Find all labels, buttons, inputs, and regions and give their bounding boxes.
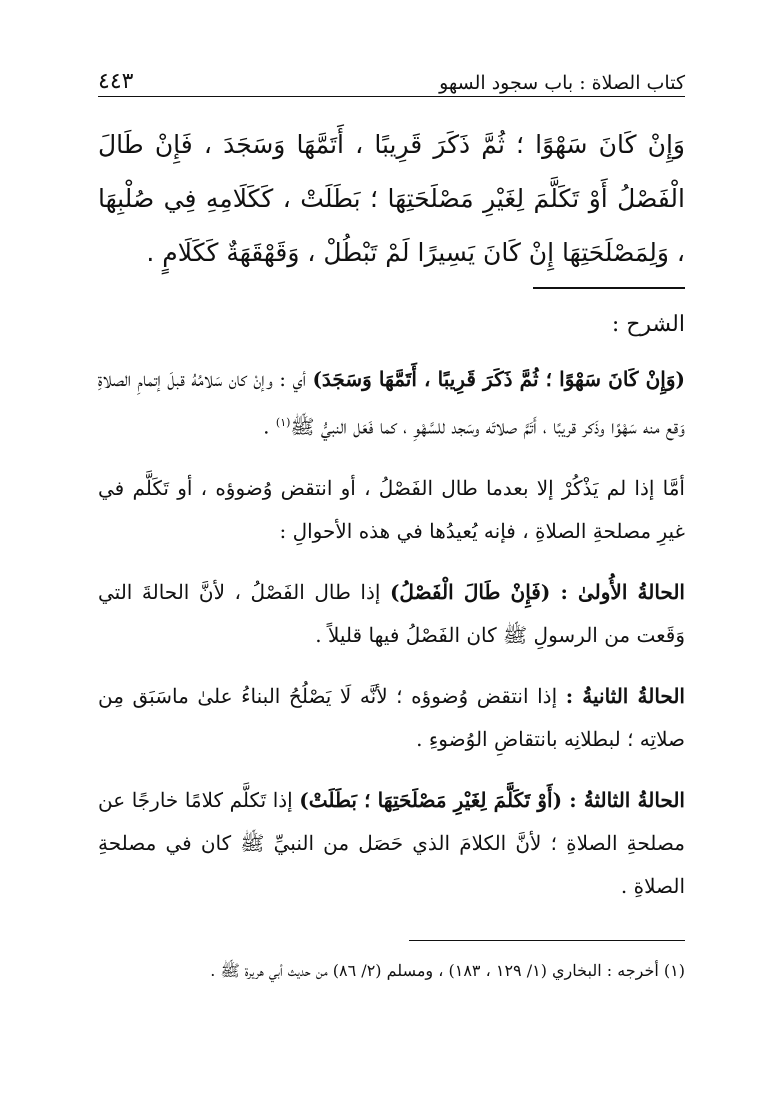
paragraph-text: أي : وإنْ كان سَلامُهُ قبلَ إتمامِ الصلاةِ وَقع منه سَهْوًا وذَكر قريبًا ، أَتَمَّ صلاتَه وسَجد للسَّهْوِ ، كما فَعَل النبيُّ ﷺ bbox=[98, 367, 685, 439]
footnote-rule bbox=[409, 940, 685, 941]
commentary-paragraph-1 bbox=[98, 358, 685, 449]
quoted-matn: (أَوْ تَكَلَّمَ لِغَيْرِ مَصْلَحَتِهَا ؛ بَطَلَتْ) bbox=[299, 787, 570, 812]
commentary-heading: الشرح : bbox=[611, 312, 685, 337]
commentary-paragraph-4 bbox=[98, 675, 685, 761]
commentary bbox=[98, 303, 685, 926]
paragraph-text: إذا طال الفَصْلُ ، لأنَّ الحالةَ التي وَقَعت من الرسولِ ﷺ كان الفَصْلُ فيها قليلاً . bbox=[98, 579, 685, 647]
case-label: الحالةُ الثالثةُ : bbox=[569, 787, 685, 812]
paragraph-text: إذا تَكلَّم كلامًا خارجًا عن مصلحةِ الصلاةِ ؛ لأنَّ الكلامَ الذي حَصَل من النبيِّ ﷺ كان في مصلحةِ الصلاةِ . bbox=[98, 787, 685, 898]
case-label: الحالةُ الثانيةُ : bbox=[565, 683, 685, 708]
running-title: كتاب الصلاة : باب سجود السهو bbox=[439, 72, 685, 94]
header-rule bbox=[98, 96, 685, 97]
quoted-matn: (فَإِنْ طَالَ الْفَصْلُ) bbox=[389, 579, 561, 604]
footnote-reference: (١) bbox=[275, 416, 291, 429]
quoted-matn: (وَإِنْ كَانَ سَهْوًا ؛ ثُمَّ ذَكَرَ قَرِيبًا ، أَتَمَّهَا وَسَجَدَ) bbox=[312, 367, 685, 391]
commentary-paragraph-5 bbox=[98, 779, 685, 908]
paragraph-end: . bbox=[263, 414, 276, 439]
case-label: الحالةُ الأُولىٰ : bbox=[560, 579, 685, 604]
paragraph-text: إذا انتقض وُضوؤه ؛ لأنَّه لَا يَصْلُحُ البناءُ علىٰ ماسَبَق مِن صلاتِه ؛ لبطلانِه بانتقاضِ الوُضوءِ . bbox=[98, 683, 685, 751]
commentary-paragraph-2: أمَّا إذا لم يَذْكُرْ إلا بعدما طال الفَصْلُ ، أو انتقض وُضوؤه ، أو تَكَلَّم في غيرِ مصلحةِ الصلاةِ ، فإنه يُعيدُها في هذه الأحوالِ : bbox=[98, 475, 685, 543]
page-number: ٤٤٣ bbox=[98, 69, 134, 94]
matn-divider bbox=[533, 287, 685, 289]
commentary-paragraph-3 bbox=[98, 571, 685, 657]
matn-text: وَإِنْ كَانَ سَهْوًا ؛ ثُمَّ ذَكَرَ قَرِيبًا ، أَتَمَّهَا وَسَجَدَ ، فَإِنْ طَالَ الْفَصْلُ أَوْ تَكَلَّمَ لِغَيْرِ مَصْلَحَتِهَا ؛ بَطَلَتْ ، كَكَلَامِهِ فِي صُلْبِهَا ، وَلِمَصْلَحَتِهَا إِنْ كَانَ يَسِيرًا لَمْ تَبْطُلْ ، وَقَهْقَهَةٌ كَكَلَامٍ . bbox=[98, 130, 685, 267]
page-header bbox=[98, 58, 685, 94]
footnote: (١) أخرجه : البخاري (١/ ١٢٩ ، ١٨٣) ، ومسلم (٢/ ٨٦) من حديث أبي هريرة ﷺ . bbox=[210, 961, 685, 980]
